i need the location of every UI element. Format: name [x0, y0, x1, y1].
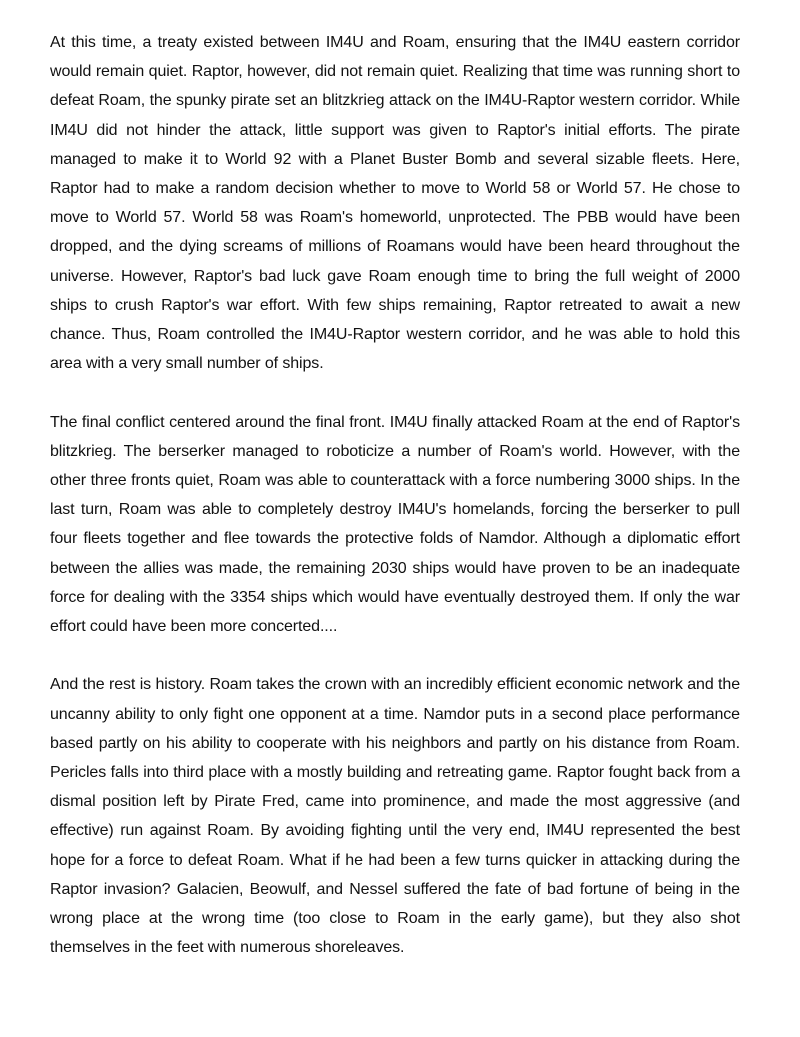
paragraph-raptor-blitzkrieg: At this time, a treaty existed between IM4U and Roam, ensuring that the IM4U eastern corridor would remain quiet. Raptor, however, did not remain quiet. Realizing that time was running short to defeat Roam, the spunky pirate set an blitzkrieg attack on the IM4U-Raptor western corridor. While IM4U did not hinder the attack, little support was given to Raptor's initial efforts. The pirate managed to make it to World 92 with a Planet Buster Bomb and several sizable fleets. Here, Raptor had to make a random decision whether to move to World 58 or World 57. He chose to move to World 57. World 58 was Roam's homeworld, unprotected. The PBB would have been dropped, and the dying screams of millions of Roamans would have been heard throughout the universe. However, Raptor's bad luck gave Roam enough time to bring the full weight of 2000 ships to crush Raptor's war effort. With few ships remaining, Raptor retreated to await a new chance. Thus, Roam controlled the IM4U-Raptor western corridor, and he was able to hold this area with a very small number of ships. [50, 34, 740, 373]
document-page [50, 28, 740, 992]
paragraph-final-conflict: The final conflict centered around the final front. IM4U finally attacked Roam at the end of Raptor's blitzkrieg. The berserker managed to roboticize a number of Roam's world. However, with the other three fronts quiet, Roam was able to counterattack with a force numbering 3000 ships. In the last turn, Roam was able to completely destroy IM4U's homelands, forcing the berserker to pull four fleets together and flee towards the protective folds of Namdor. Although a diplomatic effort between the allies was made, the remaining 2030 ships would have proven to be an inadequate force for dealing with the 3354 ships which would have eventually destroyed them. If only the war effort could have been more concerted.... [50, 413, 740, 636]
paragraph-history-summary: And the rest is history. Roam takes the crown with an incredibly efficient economic network and the uncanny ability to only fight one opponent at a time. Namdor puts in a second place performance based partly on his ability to cooperate with his neighbors and partly on his distance from Roam. Pericles falls into third place with a mostly building and retreating game. Raptor fought back from a dismal position left by Pirate Fred, came into prominence, and made the most aggressive (and effective) run against Roam. By avoiding fighting until the very end, IM4U represented the best hope for a force to defeat Roam. What if he had been a few turns quicker in attacking during the Raptor invasion? Galacien, Beowulf, and Nessel suffered the fate of bad fortune of being in the wrong place at the wrong time (too close to Roam in the early game), but they also shot themselves in the feet with numerous shoreleaves. [50, 676, 740, 957]
